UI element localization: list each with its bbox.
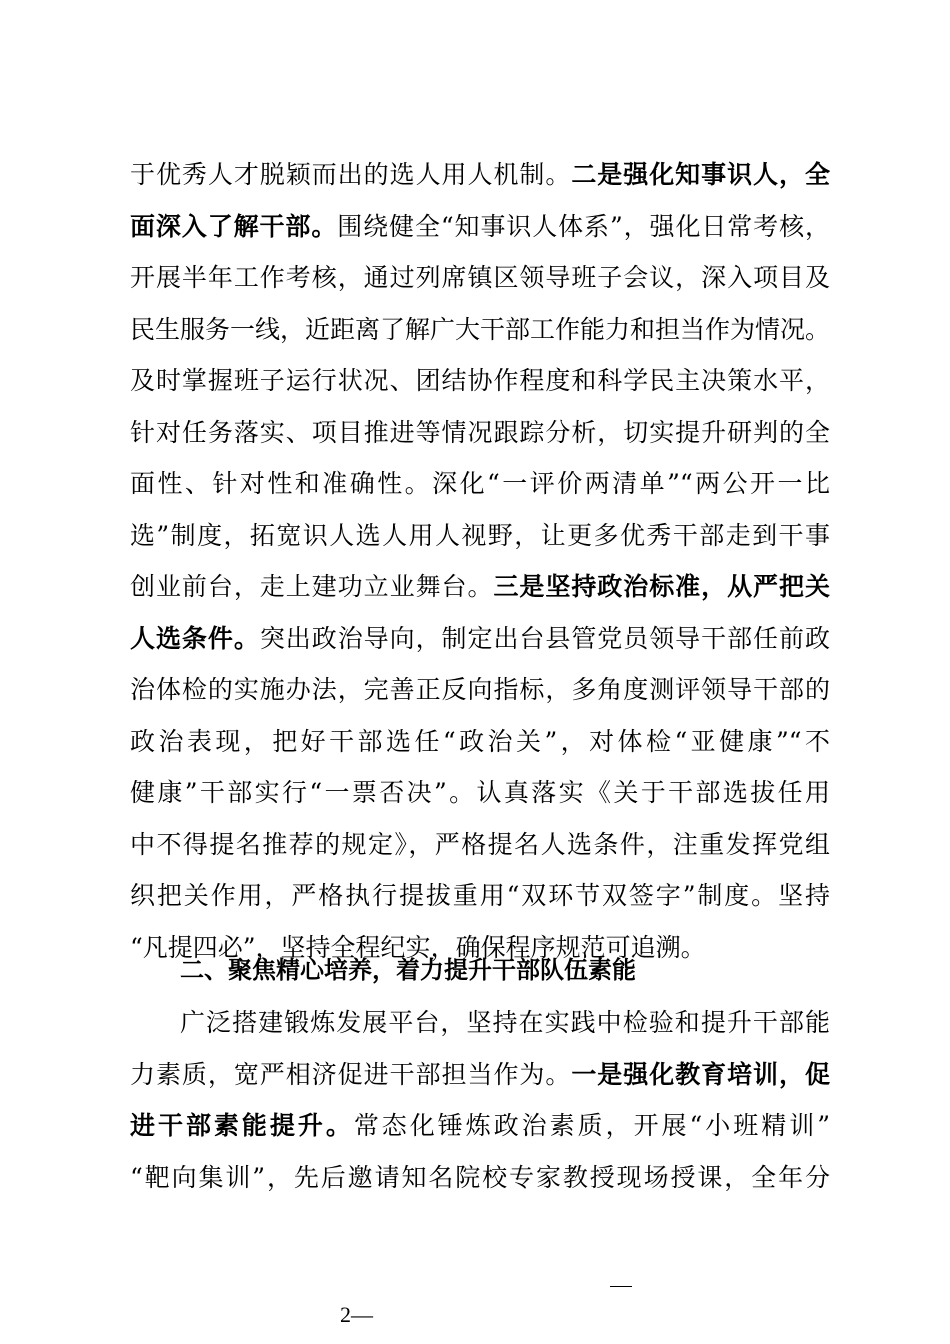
text-line	[130, 876, 830, 916]
text-line	[130, 773, 830, 813]
text-line	[130, 722, 830, 762]
text-run: “凡提四必”，坚持全程纪实，确保程序规范可追溯。	[130, 932, 706, 962]
text-run: 于优秀人才脱颖而出的选人用人机制。	[130, 160, 572, 189]
text-run: 二是强化知事识人，全	[571, 160, 830, 189]
text-run: 开展半年工作考核，通过列席镇区领导班子会议，深入项目及	[130, 263, 830, 292]
text-run: 织把关作用，严格执行提拔重用“双环节双签字”制度。坚持	[130, 881, 830, 910]
text-line	[130, 258, 830, 298]
text-line	[130, 516, 830, 556]
text-line	[130, 310, 830, 350]
text-line	[130, 155, 830, 195]
text-run: 三是坚持政治标准，从严把关	[493, 572, 830, 601]
text-line	[130, 670, 830, 710]
text-line	[130, 413, 830, 453]
text-run: 一是强化教育培训，促	[571, 1059, 830, 1089]
text-line	[130, 825, 830, 865]
text-run: 治体检的实施办法，完善正反向指标，多角度测评领导干部的	[130, 675, 830, 704]
text-line	[130, 361, 830, 401]
text-run: “靶向集训”，先后邀请知名院校专家教授现场授课，全年分	[130, 1162, 830, 1192]
text-line	[130, 464, 830, 504]
text-run: 面深入了解干部。	[130, 211, 338, 241]
text-run: 突出政治导向，制定出台县管党员领导干部任前政	[259, 623, 830, 653]
text-line	[130, 567, 830, 607]
text-line	[130, 1158, 830, 1198]
text-line	[130, 207, 830, 247]
text-line	[130, 619, 830, 659]
page-number: 2—	[340, 1302, 373, 1327]
text-line	[130, 1106, 830, 1146]
text-run: 选”制度，拓宽识人选人用人视野，让更多优秀干部走到干事	[130, 520, 830, 550]
text-run: 及时掌握班子运行状况、团结协作程度和科学民主决策水平，	[130, 366, 830, 395]
text-line	[130, 1055, 830, 1095]
text-run: 面性、针对性和准确性。深化“一评价两清单”“两公开一比	[130, 469, 830, 498]
text-run: 常态化锤炼政治素质，开展“小班精训”	[353, 1111, 830, 1140]
text-run: 力素质，宽严相济促进干部担当作为。	[130, 1059, 572, 1089]
text-run: 创业前台，走上建功立业舞台。	[130, 572, 494, 601]
text-run: 中不得提名推荐的规定》，严格提名人选条件，注重发挥党组	[130, 829, 830, 859]
section-heading: 二、聚焦精心培养，着力提升干部队伍素能	[180, 956, 636, 984]
text-run: 健康”干部实行“一票否决”。认真落实《关于干部选拔任用	[130, 778, 830, 807]
text-run: 民生服务一线，近距离了解广大干部工作能力和担当作为情况。	[130, 314, 831, 344]
text-run: 广泛搭建锻炼发展平台，坚持在实践中检验和提升干部能	[180, 1008, 830, 1037]
footer-dash	[610, 1286, 632, 1287]
text-run: 围绕健全“知事识人体系”，强化日常考核，	[337, 211, 830, 241]
text-line	[180, 1003, 830, 1043]
text-run: 针对任务落实、项目推进等情况跟踪分析，切实提升研判的全	[130, 417, 830, 447]
text-run: 政治表现，把好干部选任“政治关”，对体检“亚健康”“不	[130, 726, 830, 756]
text-run: 人选条件。	[130, 623, 260, 653]
text-run: 进干部素能提升。	[130, 1111, 354, 1140]
